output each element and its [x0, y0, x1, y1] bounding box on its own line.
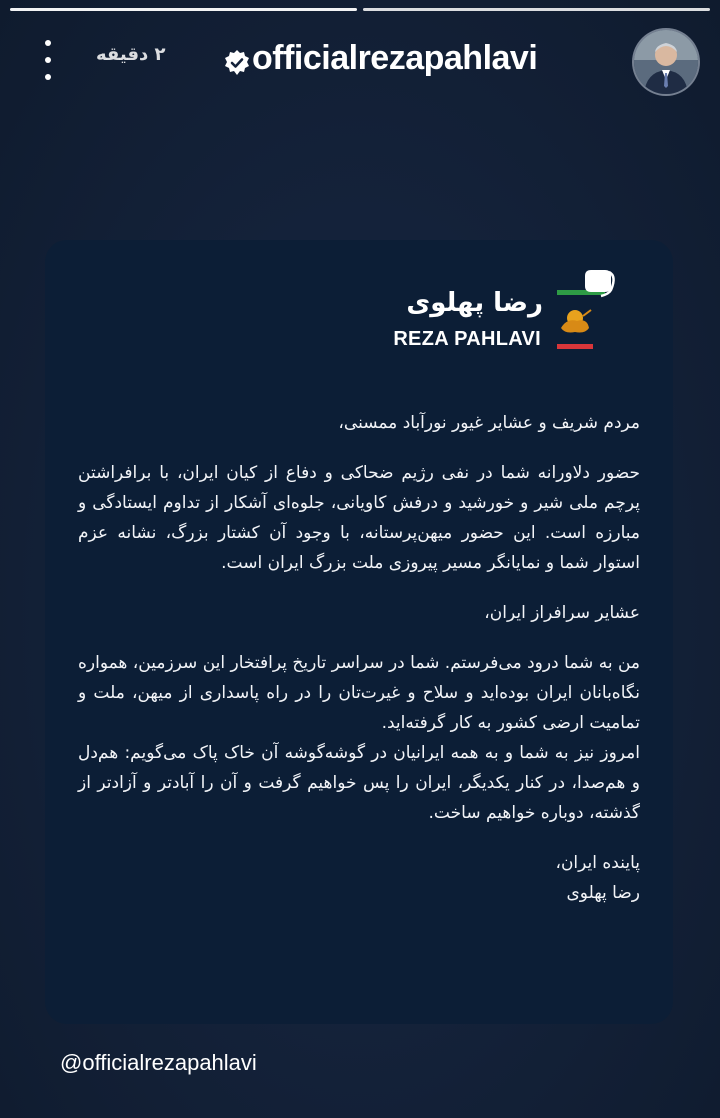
- story-progress: [10, 8, 710, 11]
- logo-persian-text: رضا پهلوی: [406, 288, 543, 318]
- address-2: عشایر سرافراز ایران،: [484, 603, 640, 623]
- progress-segment: [363, 8, 710, 11]
- lion-and-sun-flag-icon: [555, 266, 633, 350]
- mention-sticker[interactable]: @officialrezapahlavi: [60, 1050, 257, 1075]
- paragraph-1: حضور دلاورانه شما در نفی رژیم ضحاکی و دفاع از کیان ایران، با برافراشتن پرچم ملی شیر و خورشید و درفش کاویانی، جلوه‌ای آشکار از تداوم ایستادگی و مبارزه است. این حضور میهن‌پرستانه، با وجود آن کشتار بزرگ، نشانه عزم استوار شما و نمایانگر مسیر پیروزی ملت بزرگ ایران است.: [78, 463, 640, 573]
- statement-text: [78, 408, 640, 908]
- signature: رضا پهلوی: [566, 883, 640, 903]
- closing-line: پاینده ایران،: [555, 853, 640, 873]
- verified-badge-icon: [222, 48, 252, 78]
- statement-card: [45, 240, 673, 1024]
- more-vertical-icon[interactable]: [36, 40, 60, 80]
- reza-pahlavi-logo: [373, 266, 633, 350]
- progress-segment: [10, 8, 357, 11]
- avatar[interactable]: [632, 28, 700, 96]
- salutation: مردم شریف و عشایر غیور نورآباد ممسنی،: [338, 413, 640, 433]
- avatar-portrait-icon: [634, 30, 698, 94]
- username[interactable]: officialrezapahlavi: [252, 39, 538, 77]
- paragraph-2: من به شما درود می‌فرستم. شما در سراسر تاریخ پرافتخار این سرزمین، همواره نگاه‌بانان ایران بوده‌اید و سلاح و غیرت‌تان را در راه پاسداری از میهن، ملت و تمامیت ارضی کشور به کار گرفته‌اید.: [77, 653, 640, 733]
- paragraph-3: امروز نیز به شما و به همه ایرانیان در گوشه‌گوشه آن خاک پاک می‌گویم: هم‌دل و هم‌صدا، در کنار یکدیگر، ایران را پس خواهیم گرفت و آن را آبادتر و آزادتر از گذشته، دوباره خواهیم ساخت.: [78, 743, 640, 823]
- logo-english-text: REZA PAHLAVI: [393, 328, 541, 350]
- time-ago: ۲ دقیقه: [96, 44, 166, 65]
- story-header: [0, 26, 720, 96]
